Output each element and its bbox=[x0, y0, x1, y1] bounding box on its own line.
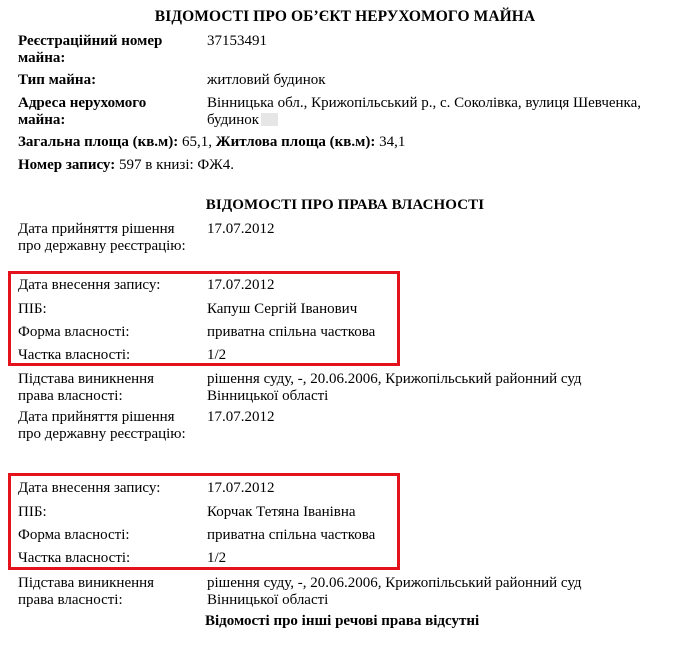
living-area-value: 34,1 bbox=[379, 134, 406, 150]
owner1-name: Капуш Сергій Іванович bbox=[207, 301, 358, 317]
share-label: Частка власності: bbox=[18, 347, 131, 363]
property-type-value: житловий будинок bbox=[207, 72, 326, 88]
name-label: ПІБ: bbox=[18, 504, 47, 520]
living-area-label: Житлова площа (кв.м): bbox=[215, 134, 376, 150]
address-value bbox=[207, 95, 647, 129]
basis-label: Підстава виникнення права власності: bbox=[18, 371, 155, 404]
owner2-share: 1/2 bbox=[207, 550, 227, 566]
basis-label: Підстава виникнення права власності: bbox=[18, 575, 155, 608]
record-label: Номер запису: bbox=[18, 157, 116, 173]
address-label: Адреса нерухомого майна: bbox=[18, 95, 147, 128]
owner1-ownership-form: приватна спільна часткова bbox=[207, 324, 376, 340]
property-section-title: ВІДОМОСТІ ПРО ОБ’ЄКТ НЕРУХОМОГО МАЙНА bbox=[154, 8, 536, 25]
owner2-name: Корчак Тетяна Іванівна bbox=[207, 504, 356, 520]
address-text: Вінницька обл., Крижопільський р., с. Соколівка, вулиця Шевченка, будинок bbox=[207, 95, 642, 128]
owner1-entry-date: 17.07.2012 bbox=[207, 277, 275, 293]
ownership-form-label: Форма власності: bbox=[18, 527, 130, 543]
record-value: 597 в книзі: ФЖ4. bbox=[118, 157, 234, 173]
decision-date-label: Дата прийняття рішення про державну реєстрацію: bbox=[18, 221, 186, 254]
owner1-share: 1/2 bbox=[207, 347, 227, 363]
reg-number-value: 37153491 bbox=[207, 33, 267, 49]
entry-date-label: Дата внесення запису: bbox=[18, 277, 161, 293]
area-line: Загальна площа (кв.м): 65,1, Житлова площа (кв.м): 34,1 bbox=[18, 134, 406, 150]
owner1-basis: рішення суду, -, 20.06.2006, Крижопільський районний суд Вінницької області bbox=[207, 371, 582, 404]
owner2-entry-date: 17.07.2012 bbox=[207, 480, 275, 496]
redacted-house-number bbox=[261, 113, 278, 126]
rights-section-title: ВІДОМОСТІ ПРО ПРАВА ВЛАСНОСТІ bbox=[205, 197, 485, 213]
total-area-label: Загальна площа (кв.м): bbox=[18, 134, 179, 150]
ownership-form-label: Форма власності: bbox=[18, 324, 130, 340]
entry-date-label: Дата внесення запису: bbox=[18, 480, 161, 496]
owner1-decision-date: 17.07.2012 bbox=[207, 221, 275, 237]
reg-number-label: Реєстраційний номер майна: bbox=[18, 33, 163, 66]
share-label: Частка власності: bbox=[18, 550, 131, 566]
record-line bbox=[18, 157, 234, 174]
owner2-basis: рішення суду, -, 20.06.2006, Крижопільський районний суд Вінницької області bbox=[207, 575, 582, 608]
owner2-ownership-form: приватна спільна часткова bbox=[207, 527, 376, 543]
total-area-value: 65,1 bbox=[182, 134, 209, 150]
decision-date-label: Дата прийняття рішення про державну реєстрацію: bbox=[18, 409, 186, 442]
name-label: ПІБ: bbox=[18, 301, 47, 317]
other-rights-note: Відомості про інші речові права відсутні bbox=[205, 613, 480, 629]
owner2-decision-date: 17.07.2012 bbox=[207, 409, 275, 425]
property-type-label: Тип майна: bbox=[18, 72, 97, 88]
